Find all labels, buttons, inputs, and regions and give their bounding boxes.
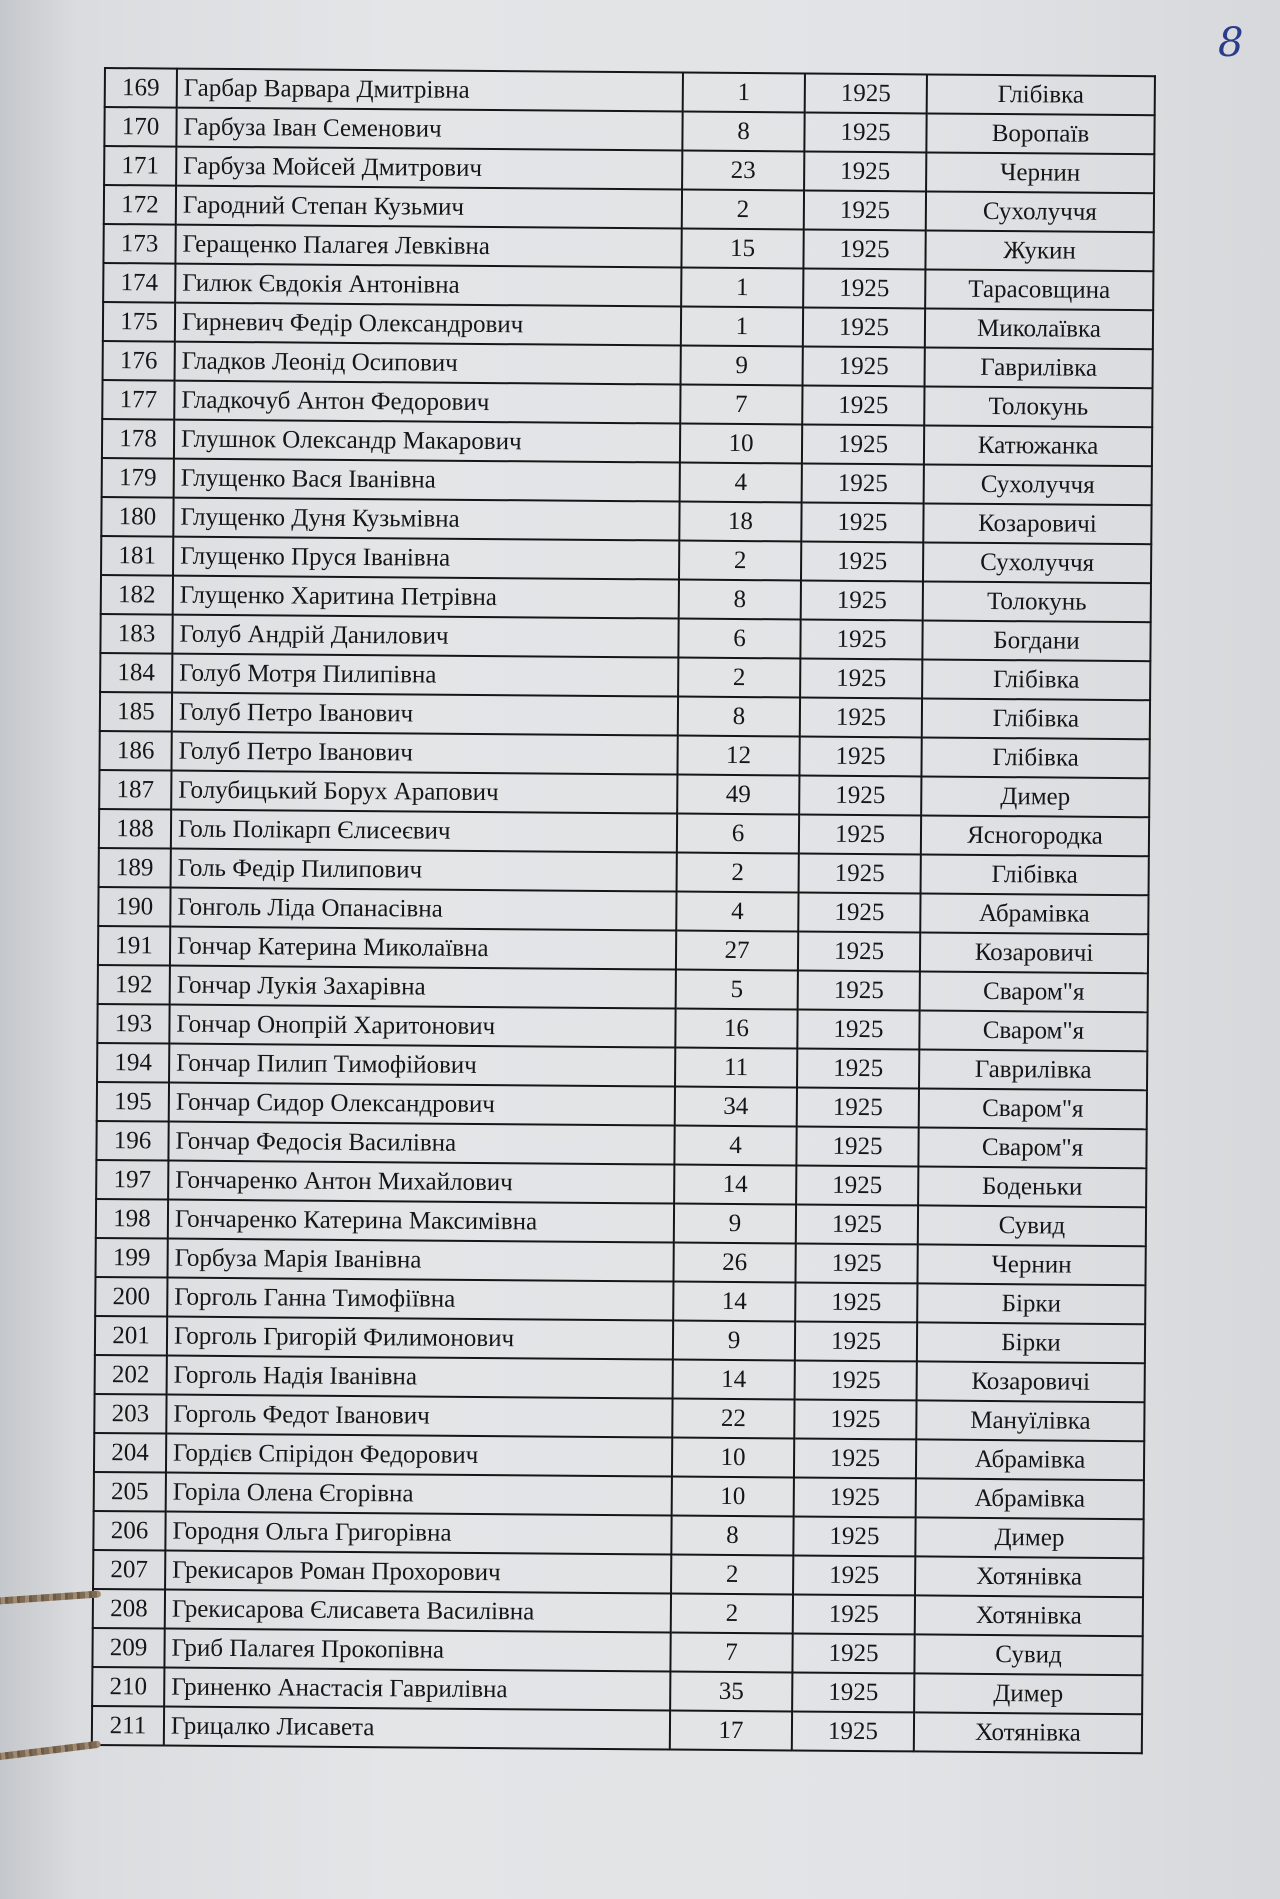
village-cell: Гаврилівка (919, 1049, 1147, 1090)
quantity-cell: 35 (670, 1671, 792, 1711)
person-name-cell: Глущенко Харитина Петрівна (173, 576, 679, 619)
village-cell: Абрамівка (916, 1478, 1144, 1519)
quantity-cell: 9 (674, 1204, 796, 1244)
person-name-cell: Голуб Мотря Пилипівна (172, 654, 678, 697)
person-name-cell: Гриненко Анастасія Гаврилівна (164, 1668, 670, 1711)
village-cell: Сувид (914, 1634, 1142, 1675)
person-name-cell: Геращенко Палагея Левківна (175, 225, 681, 268)
row-number-cell: 203 (94, 1394, 166, 1434)
quantity-cell: 15 (681, 229, 803, 269)
quantity-cell: 6 (678, 619, 800, 659)
row-number-cell: 200 (95, 1277, 167, 1317)
year-cell: 1925 (799, 814, 921, 854)
row-number-cell: 204 (94, 1433, 166, 1473)
row-number-cell: 186 (99, 731, 171, 771)
village-cell: Сухолуччя (924, 464, 1152, 505)
year-cell: 1925 (800, 658, 922, 698)
village-cell: Козаровичі (923, 503, 1151, 544)
row-number-cell: 182 (101, 575, 173, 615)
year-cell: 1925 (803, 268, 925, 308)
person-name-cell: Гилюк Євдокія Антонівна (175, 264, 681, 307)
person-name-cell: Грекисарова Єлисавета Василівна (165, 1590, 671, 1633)
village-cell: Ясногородка (921, 815, 1149, 856)
row-number-cell: 202 (95, 1355, 167, 1395)
village-cell: Мануїлівка (916, 1400, 1144, 1441)
person-name-cell: Горголь Ганна Тимофіївна (167, 1278, 673, 1321)
year-cell: 1925 (798, 931, 920, 971)
village-cell: Хотянівка (915, 1595, 1143, 1636)
person-name-cell: Глушнок Олександр Макарович (174, 420, 680, 463)
year-cell: 1925 (804, 113, 926, 153)
village-cell: Сухолуччя (923, 542, 1151, 583)
quantity-cell: 12 (677, 736, 799, 776)
year-cell: 1925 (803, 307, 925, 347)
person-name-cell: Голуб Петро Іванович (171, 732, 677, 775)
row-number-cell: 199 (95, 1238, 167, 1278)
registry-table (91, 67, 1156, 1754)
person-name-cell: Гончаренко Антон Михайлович (168, 1161, 674, 1204)
row-number-cell: 197 (96, 1160, 168, 1200)
quantity-cell: 18 (679, 502, 801, 542)
person-name-cell: Гладков Леонід Осипович (175, 342, 681, 385)
person-name-cell: Гародний Степан Кузьмич (176, 186, 682, 229)
row-number-cell: 210 (92, 1667, 164, 1707)
quantity-cell: 14 (673, 1282, 795, 1322)
quantity-cell: 2 (671, 1594, 793, 1634)
row-number-cell: 169 (105, 68, 177, 108)
year-cell: 1925 (792, 1711, 914, 1751)
village-cell: Боденьки (918, 1166, 1146, 1207)
row-number-cell: 173 (103, 224, 175, 264)
year-cell: 1925 (798, 892, 920, 932)
year-cell: 1925 (803, 230, 925, 270)
quantity-cell: 4 (676, 892, 798, 932)
row-number-cell: 195 (97, 1082, 169, 1122)
row-number-cell: 211 (92, 1706, 164, 1746)
person-name-cell: Горголь Надія Іванівна (167, 1356, 673, 1399)
year-cell: 1925 (797, 1048, 919, 1088)
year-cell: 1925 (794, 1438, 916, 1478)
year-cell: 1925 (793, 1555, 915, 1595)
row-number-cell: 192 (98, 965, 170, 1005)
year-cell: 1925 (801, 502, 923, 542)
person-name-cell: Городня Ольга Григорівна (165, 1512, 671, 1555)
year-cell: 1925 (802, 424, 924, 464)
row-number-cell: 184 (100, 653, 172, 693)
person-name-cell: Гордієв Спірідон Федорович (166, 1434, 672, 1477)
person-name-cell: Гарбуза Мойсей Дмитрович (176, 147, 682, 190)
year-cell: 1925 (794, 1399, 916, 1439)
quantity-cell: 8 (679, 580, 801, 620)
row-number-cell: 178 (102, 419, 174, 459)
year-cell: 1925 (799, 736, 921, 776)
year-cell: 1925 (799, 775, 921, 815)
person-name-cell: Грекисаров Роман Прохорович (165, 1551, 671, 1594)
person-name-cell: Гончар Пилип Тимофійович (169, 1044, 675, 1087)
village-cell: Глібівка (921, 854, 1149, 895)
quantity-cell: 22 (672, 1399, 794, 1439)
year-cell: 1925 (793, 1594, 915, 1634)
person-name-cell: Гриб Палагея Прокопівна (164, 1629, 670, 1672)
quantity-cell: 2 (678, 658, 800, 698)
year-cell: 1925 (804, 191, 926, 231)
year-cell: 1925 (802, 463, 924, 503)
year-cell: 1925 (792, 1633, 914, 1673)
year-cell: 1925 (799, 853, 921, 893)
year-cell: 1925 (797, 1087, 919, 1127)
quantity-cell: 49 (677, 775, 799, 815)
person-name-cell: Гонголь Ліда Опанасівна (170, 888, 676, 931)
village-cell: Воропаїв (926, 113, 1154, 154)
row-number-cell: 170 (104, 107, 176, 147)
row-number-cell: 208 (93, 1589, 165, 1629)
row-number-cell: 194 (97, 1043, 169, 1083)
row-number-cell: 196 (96, 1121, 168, 1161)
village-cell: Сваром"я (920, 971, 1148, 1012)
year-cell: 1925 (795, 1243, 917, 1283)
year-cell: 1925 (794, 1477, 916, 1517)
person-name-cell: Горіла Олена Єгорівна (166, 1473, 672, 1516)
quantity-cell: 1 (683, 73, 805, 113)
village-cell: Глібівка (922, 659, 1150, 700)
village-cell: Димер (915, 1517, 1143, 1558)
quantity-cell: 9 (681, 346, 803, 386)
quantity-cell: 5 (676, 970, 798, 1010)
quantity-cell: 14 (674, 1165, 796, 1205)
person-name-cell: Глущенко Дуня Кузьмівна (173, 498, 679, 541)
village-cell: Сваром"я (918, 1127, 1146, 1168)
village-cell: Толокунь (923, 581, 1151, 622)
year-cell: 1925 (797, 1009, 919, 1049)
quantity-cell: 7 (680, 385, 802, 425)
page-number: 8 (1218, 20, 1244, 66)
quantity-cell: 1 (681, 307, 803, 347)
row-number-cell: 174 (103, 263, 175, 303)
row-number-cell: 205 (94, 1472, 166, 1512)
quantity-cell: 6 (677, 814, 799, 854)
village-cell: Чернин (917, 1244, 1145, 1285)
person-name-cell: Горголь Григорій Филимонович (167, 1317, 673, 1360)
quantity-cell: 26 (673, 1243, 795, 1283)
binding-string-top (0, 1590, 101, 1604)
person-name-cell: Глущенко Вася Іванівна (174, 459, 680, 502)
quantity-cell: 4 (680, 463, 802, 503)
year-cell: 1925 (800, 697, 922, 737)
person-name-cell: Голь Федір Пилипович (171, 849, 677, 892)
village-cell: Бірки (917, 1283, 1145, 1324)
quantity-cell: 27 (676, 931, 798, 971)
village-cell: Козаровичі (917, 1361, 1145, 1402)
village-cell: Димер (921, 776, 1149, 817)
year-cell: 1925 (802, 385, 924, 425)
year-cell: 1925 (801, 541, 923, 581)
person-name-cell: Горголь Федот Іванович (166, 1395, 672, 1438)
quantity-cell: 16 (675, 1009, 797, 1049)
row-number-cell: 177 (102, 380, 174, 420)
row-number-cell: 188 (99, 809, 171, 849)
quantity-cell: 2 (671, 1555, 793, 1595)
village-cell: Бірки (917, 1322, 1145, 1363)
quantity-cell: 14 (673, 1360, 795, 1400)
village-cell: Тарасовщина (925, 269, 1153, 310)
row-number-cell: 176 (103, 341, 175, 381)
village-cell: Козаровичі (920, 932, 1148, 973)
row-number-cell: 187 (99, 770, 171, 810)
person-name-cell: Гончар Сидор Олександрович (169, 1083, 675, 1126)
quantity-cell: 8 (682, 112, 804, 152)
row-number-cell: 201 (95, 1316, 167, 1356)
quantity-cell: 23 (682, 151, 804, 191)
row-number-cell: 183 (100, 614, 172, 654)
year-cell: 1925 (798, 970, 920, 1010)
binding-string-bottom (0, 1741, 101, 1761)
row-number-cell: 185 (100, 692, 172, 732)
year-cell: 1925 (795, 1360, 917, 1400)
person-name-cell: Гончаренко Катерина Максимівна (168, 1200, 674, 1243)
year-cell: 1925 (796, 1204, 918, 1244)
person-name-cell: Гладкочуб Антон Федорович (174, 381, 680, 424)
village-cell: Глібівка (921, 737, 1149, 778)
quantity-cell: 9 (673, 1321, 795, 1361)
village-cell: Хотянівка (914, 1712, 1142, 1753)
row-number-cell: 191 (98, 926, 170, 966)
row-number-cell: 171 (104, 146, 176, 186)
quantity-cell: 1 (681, 268, 803, 308)
row-number-cell: 175 (103, 302, 175, 342)
village-cell: Миколаївка (925, 308, 1153, 349)
quantity-cell: 10 (672, 1438, 794, 1478)
row-number-cell: 209 (92, 1628, 164, 1668)
year-cell: 1925 (796, 1165, 918, 1205)
year-cell: 1925 (793, 1516, 915, 1556)
person-name-cell: Глущенко Пруся Іванівна (173, 537, 679, 580)
quantity-cell: 4 (674, 1126, 796, 1166)
person-name-cell: Гончар Лукія Захарівна (170, 966, 676, 1009)
row-number-cell: 206 (93, 1511, 165, 1551)
quantity-cell: 10 (680, 424, 802, 464)
table-row (92, 1706, 1142, 1753)
year-cell: 1925 (795, 1282, 917, 1322)
row-number-cell: 193 (97, 1004, 169, 1044)
person-name-cell: Гарбуза Іван Семенович (176, 108, 682, 151)
village-cell: Хотянівка (915, 1556, 1143, 1597)
quantity-cell: 2 (679, 541, 801, 581)
village-cell: Гаврилівка (925, 347, 1153, 388)
village-cell: Абрамівка (916, 1439, 1144, 1480)
person-name-cell: Голубицький Борух Арапович (171, 771, 677, 814)
quantity-cell: 10 (672, 1477, 794, 1517)
person-name-cell: Горбуза Марія Іванівна (167, 1239, 673, 1282)
village-cell: Глібівка (927, 74, 1155, 115)
person-name-cell: Голуб Петро Іванович (172, 693, 678, 736)
row-number-cell: 172 (104, 185, 176, 225)
village-cell: Чернин (926, 152, 1154, 193)
village-cell: Катюжанка (924, 425, 1152, 466)
person-name-cell: Гирневич Федір Олександрович (175, 303, 681, 346)
year-cell: 1925 (792, 1672, 914, 1712)
quantity-cell: 34 (675, 1087, 797, 1127)
village-cell: Сваром"я (919, 1010, 1147, 1051)
person-name-cell: Гончар Федосія Василівна (168, 1122, 674, 1165)
person-name-cell: Голуб Андрій Данилович (172, 615, 678, 658)
quantity-cell: 8 (671, 1516, 793, 1556)
year-cell: 1925 (803, 346, 925, 386)
row-number-cell: 207 (93, 1550, 165, 1590)
village-cell: Димер (914, 1673, 1142, 1714)
year-cell: 1925 (800, 619, 922, 659)
village-cell: Абрамівка (920, 893, 1148, 934)
year-cell: 1925 (805, 74, 927, 114)
person-name-cell: Гончар Онопрій Харитонович (169, 1005, 675, 1048)
year-cell: 1925 (795, 1321, 917, 1361)
row-number-cell: 181 (101, 536, 173, 576)
year-cell: 1925 (804, 152, 926, 192)
village-cell: Толокунь (924, 386, 1152, 427)
village-cell: Сухолуччя (926, 191, 1154, 232)
quantity-cell: 8 (678, 697, 800, 737)
quantity-cell: 11 (675, 1048, 797, 1088)
year-cell: 1925 (801, 580, 923, 620)
village-cell: Богдани (922, 620, 1150, 661)
quantity-cell: 2 (677, 853, 799, 893)
row-number-cell: 179 (102, 458, 174, 498)
row-number-cell: 189 (99, 848, 171, 888)
row-number-cell: 190 (98, 887, 170, 927)
row-number-cell: 198 (96, 1199, 168, 1239)
village-cell: Жукин (925, 230, 1153, 271)
row-number-cell: 180 (101, 497, 173, 537)
quantity-cell: 2 (682, 190, 804, 230)
year-cell: 1925 (796, 1126, 918, 1166)
person-name-cell: Голь Полікарп Єлисеєвич (171, 810, 677, 853)
village-cell: Сваром"я (919, 1088, 1147, 1129)
quantity-cell: 17 (670, 1710, 792, 1750)
quantity-cell: 7 (670, 1632, 792, 1672)
person-name-cell: Гарбар Варвара Дмитрівна (177, 69, 683, 112)
village-cell: Глібівка (922, 698, 1150, 739)
person-name-cell: Грицалко Лисавета (164, 1707, 670, 1750)
person-name-cell: Гончар Катерина Миколаївна (170, 927, 676, 970)
village-cell: Сувид (918, 1205, 1146, 1246)
